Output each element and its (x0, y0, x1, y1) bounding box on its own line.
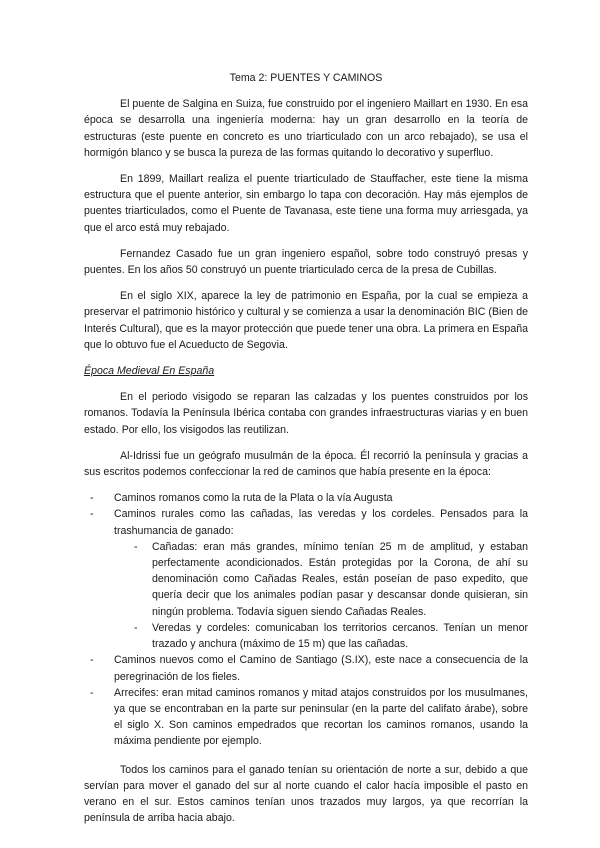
list-item-text: Caminos nuevos como el Camino de Santiago (S.IX), este nace a consecuencia de la peregrinación de los fieles. (114, 654, 528, 683)
list-item-text: Caminos rurales como las cañadas, las veredas y los cordeles. Pensados para la trashumancia de ganado: (114, 508, 528, 537)
list-dash: - (90, 508, 94, 521)
paragraph-fernandez-casado: Fernandez Casado fue un gran ingeniero español, sobre todo construyó presas y puentes. En los años 50 construyó un puente triarticulado cerca de la presa de Cubillas. (84, 247, 528, 277)
sublist-item (114, 620, 528, 652)
list-item (84, 685, 528, 750)
list-item (84, 506, 528, 652)
paragraph-al-idrissi: Al-Idrissi fue un geógrafo musulmán de la época. Él recorrió la península y gracias a sus escritos podemos confeccionar la red de caminos que había presente en la época: (84, 449, 528, 479)
list-dash: - (90, 492, 94, 505)
list-dash: - (134, 621, 138, 634)
sublist-item (114, 539, 528, 620)
list-dash: - (90, 686, 94, 699)
paragraph-visigodo: En el periodo visigodo se reparan las calzadas y los puentes construidos por los romanos. Todavía la Península Ibérica contaba con grandes infraestructuras viarias y en buen estado. Por ello, los visigodos las reutilizan. (84, 391, 528, 436)
paragraph-salgina: El puente de Salgina en Suiza, fue construido por el ingeniero Maillart en 1930. En esa época se desarrolla una ingeniería moderna: hay un gran desarrollo en la teoría de estructuras (este puente en concreto es uno triarticulado con un arco rebajado), se usa el hormigón blanco y se busca la pureza de las formas quitando lo decorativo y superfluo. (84, 98, 528, 159)
list-item-text: Caminos romanos como la ruta de la Plata o la vía Augusta (114, 492, 393, 505)
list-item (84, 490, 528, 506)
list-dash: - (90, 654, 94, 667)
section-heading: Época Medieval En España (84, 365, 215, 378)
list-item-text: Arrecifes: eran mitad caminos romanos y mitad atajos construidos por los musulmanes, ya que se encontraban en la parte sur peninsular (en la parte del califato árabe), sobre el siglo X. Son caminos empedrados que recortan los caminos romanos, usando la máxima pendiente por ejemplo. (114, 686, 528, 748)
caminos-list (84, 490, 528, 749)
list-dash: - (134, 540, 138, 553)
caminos-rurales-sublist (114, 539, 528, 652)
list-item (84, 652, 528, 684)
sublist-item-text: Veredas y cordeles: comunicaban los territorios cercanos. Tenían un menor trazado y anchura (máximo de 15 m) que las cañadas. (152, 621, 528, 651)
paragraph-closing: Todos los caminos para el ganado tenían su orientación de norte a sur, debido a que servían para mover el ganado del sur al norte cuando el calor hacía imposible el pasto en verano en el sur. Estos caminos tenían unos trazados muy largos, ya que recorrían la península de arriba hacia abajo. (84, 763, 528, 825)
paragraph-patrimonio: En el siglo XIX, aparece la ley de patrimonio en España, por la cual se empieza a preservar el patrimonio histórico y cultural y se comienza a usar la denominación BIC (Bien de Interés Cultural), que es la mayor protección que puede tener una obra. La primera en España que lo obtuvo fue el Acueducto de Segovia. (84, 290, 528, 351)
document-title: Tema 2: PUENTES Y CAMINOS (229, 72, 383, 84)
sublist-item-text: Cañadas: eran más grandes, mínimo tenían 25 m de amplitud, y estaban perfectamente acondicionados. Están protegidas por la Corona, de ahí su denominación como Cañadas Reales, están poseían de paso expedito, que quería decir que los animales podían pasar y descansar donde quisieran, sin ningún problema. Todavía siguen siendo Cañadas Reales. (152, 540, 528, 618)
paragraph-stauffacher: En 1899, Maillart realiza el puente triarticulado de Stauffacher, este tiene la misma estructura que el puente anterior, sin embargo lo tapa con decoración. Hay más ejemplos de puentes triarticulados, como el Puente de Tavanasa, este tiene una forma muy arriesgada, ya que el arco está muy rebajado. (84, 173, 528, 234)
